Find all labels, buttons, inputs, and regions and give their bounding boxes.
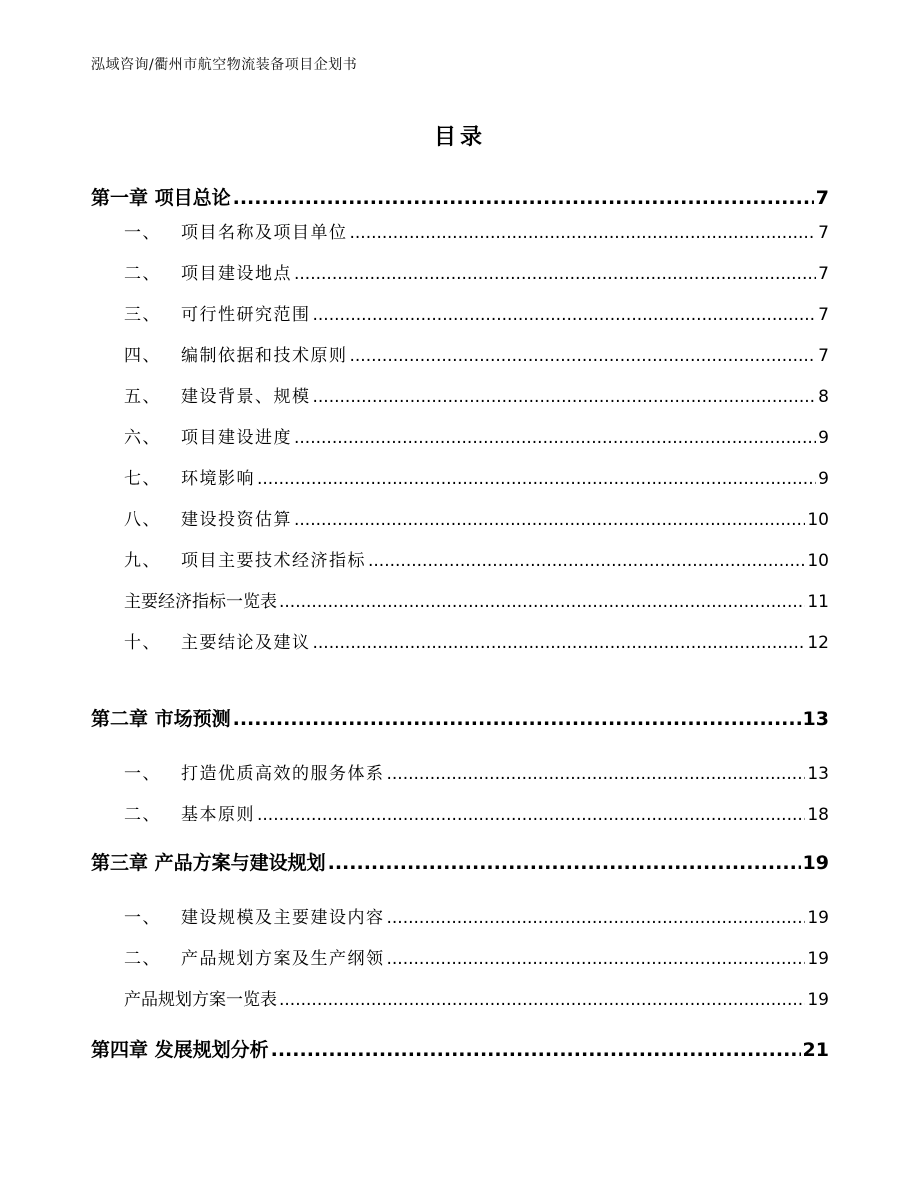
toc-dot-leader	[350, 223, 817, 243]
toc-entry-label	[91, 759, 385, 784]
toc-chapter-entry[interactable]	[91, 1035, 829, 1065]
toc-section-entry[interactable]	[91, 218, 829, 244]
toc-dot-leader	[387, 949, 806, 969]
toc-dot-leader	[294, 264, 816, 284]
toc-page-number: 10	[807, 510, 829, 530]
toc-entry-number: 九、	[124, 551, 161, 571]
toc-section-entry[interactable]	[91, 259, 829, 285]
toc-page-number: 13	[807, 764, 829, 784]
toc-entry-text: 项目建设进度	[181, 428, 292, 448]
toc-entry-number: 一、	[124, 223, 161, 243]
toc-entry-label	[91, 985, 277, 1010]
toc-section-entry[interactable]	[91, 546, 829, 572]
toc-entry-label	[91, 800, 255, 825]
toc-entry-number: 二、	[124, 805, 161, 825]
toc-dot-leader	[294, 428, 816, 448]
toc-entry-number: 一、	[124, 764, 161, 784]
toc-page-number: 19	[807, 949, 829, 969]
toc-page-number: 7	[818, 223, 829, 243]
toc-entry-text: 基本原则	[181, 805, 255, 825]
toc-entry-text: 编制依据和技术原则	[181, 346, 348, 366]
toc-section-entry[interactable]	[91, 382, 829, 408]
toc-page-number: 12	[807, 633, 829, 653]
toc-page-number: 10	[807, 551, 829, 571]
toc-entry-number: 二、	[124, 264, 161, 284]
toc-entry-label	[91, 259, 292, 284]
toc-entry-text: 第三章 产品方案与建设规划	[91, 852, 326, 874]
toc-page-number: 9	[818, 469, 829, 489]
toc-page-number: 19	[807, 990, 829, 1010]
toc-entry-label	[91, 848, 326, 875]
toc-dot-leader	[328, 852, 801, 874]
toc-dot-leader	[368, 551, 805, 571]
toc-page-number: 8	[818, 387, 829, 407]
toc-entry-text: 产品规划方案及生产纲领	[181, 949, 385, 969]
toc-dot-leader	[233, 187, 814, 209]
toc-entry-number: 十、	[124, 633, 161, 653]
toc-entry-text: 第四章 发展规划分析	[91, 1039, 269, 1061]
toc-entry-number: 七、	[124, 469, 161, 489]
toc-dot-leader	[271, 1039, 801, 1061]
toc-section-entry[interactable]	[91, 464, 829, 490]
toc-entry-label	[91, 1035, 269, 1062]
toc-entry-text: 主要结论及建议	[181, 633, 311, 653]
toc-entry-label	[91, 341, 348, 366]
toc-entry-label	[91, 183, 231, 210]
toc-entry-text: 第一章 项目总论	[91, 187, 231, 209]
toc-dot-leader	[313, 633, 806, 653]
toc-dot-leader	[387, 764, 806, 784]
toc-entry-text: 项目主要技术经济指标	[181, 551, 366, 571]
toc-dot-leader	[233, 708, 801, 730]
toc-chapter-entry[interactable]	[91, 183, 829, 213]
toc-section-entry[interactable]	[91, 903, 829, 929]
toc-page-number: 21	[802, 1039, 829, 1061]
toc-entry-text: 产品规划方案一览表	[124, 990, 277, 1010]
toc-entry-label	[91, 587, 277, 612]
toc-title: 目录	[433, 125, 486, 150]
toc-dot-leader	[350, 346, 817, 366]
toc-entry-number: 五、	[124, 387, 161, 407]
toc-section-entry[interactable]	[91, 628, 829, 654]
toc-entry-label	[91, 704, 231, 731]
toc-entry-label	[91, 300, 311, 325]
toc-page-number: 7	[815, 187, 829, 209]
toc-section-entry[interactable]	[91, 985, 829, 1011]
toc-entry-text: 可行性研究范围	[181, 305, 311, 325]
toc-section-entry[interactable]	[91, 423, 829, 449]
page-header: 泓域咨询/衢州市航空物流装备项目企划书	[91, 57, 358, 73]
toc-entry-text: 项目建设地点	[181, 264, 292, 284]
toc-page-number: 13	[802, 708, 829, 730]
toc-entry-text: 环境影响	[181, 469, 255, 489]
toc-section-entry[interactable]	[91, 300, 829, 326]
toc-entry-text: 建设背景、规模	[181, 387, 311, 407]
toc-dot-leader	[257, 469, 816, 489]
toc-entry-label	[91, 944, 385, 969]
toc-entry-text: 建设投资估算	[181, 510, 292, 530]
toc-section-entry[interactable]	[91, 944, 829, 970]
toc-entry-number: 二、	[124, 949, 161, 969]
toc-chapter-entry[interactable]	[91, 848, 829, 878]
toc-page-number: 19	[807, 908, 829, 928]
toc-section-entry[interactable]	[91, 800, 829, 826]
toc-dot-leader	[279, 990, 805, 1010]
toc-entry-label	[91, 423, 292, 448]
toc-dot-leader	[313, 387, 817, 407]
toc-entry-number: 八、	[124, 510, 161, 530]
toc-entry-label	[91, 505, 292, 530]
toc-entry-label	[91, 903, 385, 928]
toc-dot-leader	[313, 305, 817, 325]
toc-page-number: 11	[807, 592, 829, 612]
toc-page-number: 7	[818, 346, 829, 366]
toc-section-entry[interactable]	[91, 505, 829, 531]
toc-entry-label	[91, 546, 366, 571]
toc-section-entry[interactable]	[91, 341, 829, 367]
toc-entry-label	[91, 382, 311, 407]
toc-entry-number: 四、	[124, 346, 161, 366]
toc-entry-text: 主要经济指标一览表	[124, 592, 277, 612]
toc-page-number: 7	[818, 264, 829, 284]
toc-section-entry[interactable]	[91, 759, 829, 785]
toc-dot-leader	[279, 592, 805, 612]
toc-page-number: 18	[807, 805, 829, 825]
toc-entry-number: 六、	[124, 428, 161, 448]
toc-entry-label	[91, 218, 348, 243]
toc-entry-number: 一、	[124, 908, 161, 928]
toc-dot-leader	[257, 805, 805, 825]
toc-chapter-entry[interactable]	[91, 704, 829, 734]
toc-entry-text: 建设规模及主要建设内容	[181, 908, 385, 928]
toc-entry-number: 三、	[124, 305, 161, 325]
toc-entry-text: 打造优质高效的服务体系	[181, 764, 385, 784]
toc-dot-leader	[387, 908, 806, 928]
toc-entry-text: 第二章 市场预测	[91, 708, 231, 730]
toc-entry-text: 项目名称及项目单位	[181, 223, 348, 243]
toc-page-number: 19	[802, 852, 829, 874]
toc-page-number: 7	[818, 305, 829, 325]
toc-page-number: 9	[818, 428, 829, 448]
toc-section-entry[interactable]	[91, 587, 829, 613]
toc-entry-label	[91, 464, 255, 489]
toc-entry-label	[91, 628, 311, 653]
toc-dot-leader	[294, 510, 805, 530]
